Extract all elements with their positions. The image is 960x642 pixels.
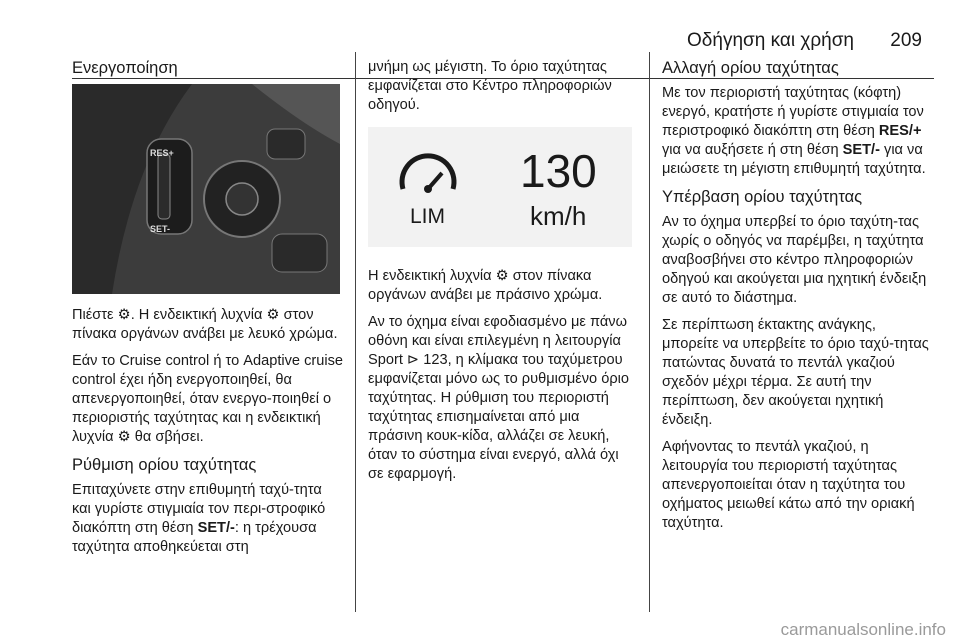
speed-unit: km/h (530, 201, 587, 231)
text-run: : η τρέχουσα ταχύτητα αποθηκεύεται στη (72, 520, 317, 555)
text-run: για να αυξήσετε ή στη θέση (662, 142, 839, 158)
column-divider-2 (649, 52, 650, 612)
limiter-display-illustration (368, 127, 632, 247)
set-minus-bold: SET/- (842, 142, 880, 158)
paragraph-activation-2: Εάν το Cruise control ή το Adaptive cruise control έχει ήδη ενεργοποιηθεί, θα απενεργοποιηθεί, όταν ενεργο-ποιηθεί ο περιοριστής ταχύτητας και η ενδεικτική λυχνία ⚙ θα σβήσει. (72, 353, 344, 445)
set-label: SET- (150, 224, 171, 234)
paragraph-green-lamp: Η ενδεικτική λυχνία ⚙ στον πίνακα οργάνων ανάβει με πράσινο χρώμα. (368, 268, 603, 303)
heading-activation: Ενεργοποίηση (72, 59, 178, 77)
lim-label: LIM (410, 205, 446, 228)
speed-limit-display (368, 127, 632, 247)
text-run: Με τον περιοριστή ταχύτητας (κόφτη) ενεργό, κρατήστε ή γυρίστε στιγμιαία τον περιστροφικό διακόπτη στη θέση (662, 85, 924, 139)
heading-change-limit: Αλλαγή ορίου ταχύτητας (662, 59, 839, 77)
page-number: 209 (890, 30, 922, 51)
text-run: Επιταχύνετε στην επιθυμητή ταχύ-τητα και γυρίστε στιγμιαία τον περι-στροφικό διακόπτη στη θέση (72, 482, 326, 536)
column-2 (368, 58, 636, 492)
paragraph-set-limit (72, 481, 344, 557)
section-title: Οδήγηση και χρήση (687, 30, 854, 51)
res-plus-bold: RES/+ (878, 123, 922, 139)
paragraph-change-limit (662, 84, 934, 179)
heading-set-limit: Ρύθμιση ορίου ταχύτητας (72, 456, 257, 474)
steering-wheel-photo (72, 84, 340, 294)
paragraph-exceed-2: Σε περίπτωση έκτακτης ανάγκης, μπορείτε να υπερβείτε το όριο ταχύ-τητας πατώντας δυνατά το πεντάλ γκαζιού σχεδόν μέχρι τέρμα. Σε αυτή την περίπτωση, δεν ακούγεται ηχητική ένδειξη. (662, 317, 929, 428)
column-1 (72, 58, 344, 565)
res-label: RES+ (150, 148, 174, 158)
column-divider-1 (355, 52, 356, 612)
paragraph-exceed-3: Αφήνοντας το πεντάλ γκαζιού, η λειτουργία του περιοριστή ταχύτητας απενεργοποιείται όταν η ταχύτητα του οχήματος μειωθεί κάτω από την οριακή ταχύτητα. (662, 439, 915, 531)
paragraph-memory: μνήμη ως μέγιστη. Το όριο ταχύτητας εμφανίζεται στο Κέντρο πληροφοριών οδηγού. (368, 59, 612, 113)
text-run: για να μειώσετε τη μέγιστη επιθυμητή ταχύτητα. (662, 142, 926, 177)
paragraph-sport-mode: Αν το όχημα είναι εφοδιασμένο με πάνω οθόνη και είναι επιλεγμένη η λειτουργία Sport ⊳ 123, η κλίμακα του ταχύμετρου εμφανίζεται μόνο ως το ρυθμισμένο όριο ταχύτητας. Η ρύθμιση του περιοριστή ταχύτητας επισημαίνεται από μια πράσινη κουκ-κίδα, αλλάζει σε λευκή, όταν το σύστημα είναι ενεργό, αλλά όχι σε εφαρμογή. (368, 314, 630, 482)
set-minus-bold: SET/- (197, 520, 235, 536)
page-header (72, 30, 934, 52)
heading-exceed-limit: Υπέρβαση ορίου ταχύτητας (662, 188, 863, 206)
column-3 (662, 58, 934, 541)
steering-wheel-illustration (72, 84, 340, 294)
watermark: carmanualsonline.info (780, 620, 946, 639)
paragraph-exceed-1: Αν το όχημα υπερβεί το όριο ταχύτη-τας χωρίς ο οδηγός να παρέμβει, η ταχύτητα αναβοσβήνει στο κέντρο πληροφοριών οδηγού και ακούγεται μια ηχητική ένδειξη σε αυτό το διάστημα. (662, 214, 927, 306)
speed-value: 130 (520, 145, 597, 197)
paragraph-activation-1: Πιέστε ⚙. Η ενδεικτική λυχνία ⚙ στον πίνακα οργάνων ανάβει με λευκό χρώμα. (72, 307, 338, 342)
